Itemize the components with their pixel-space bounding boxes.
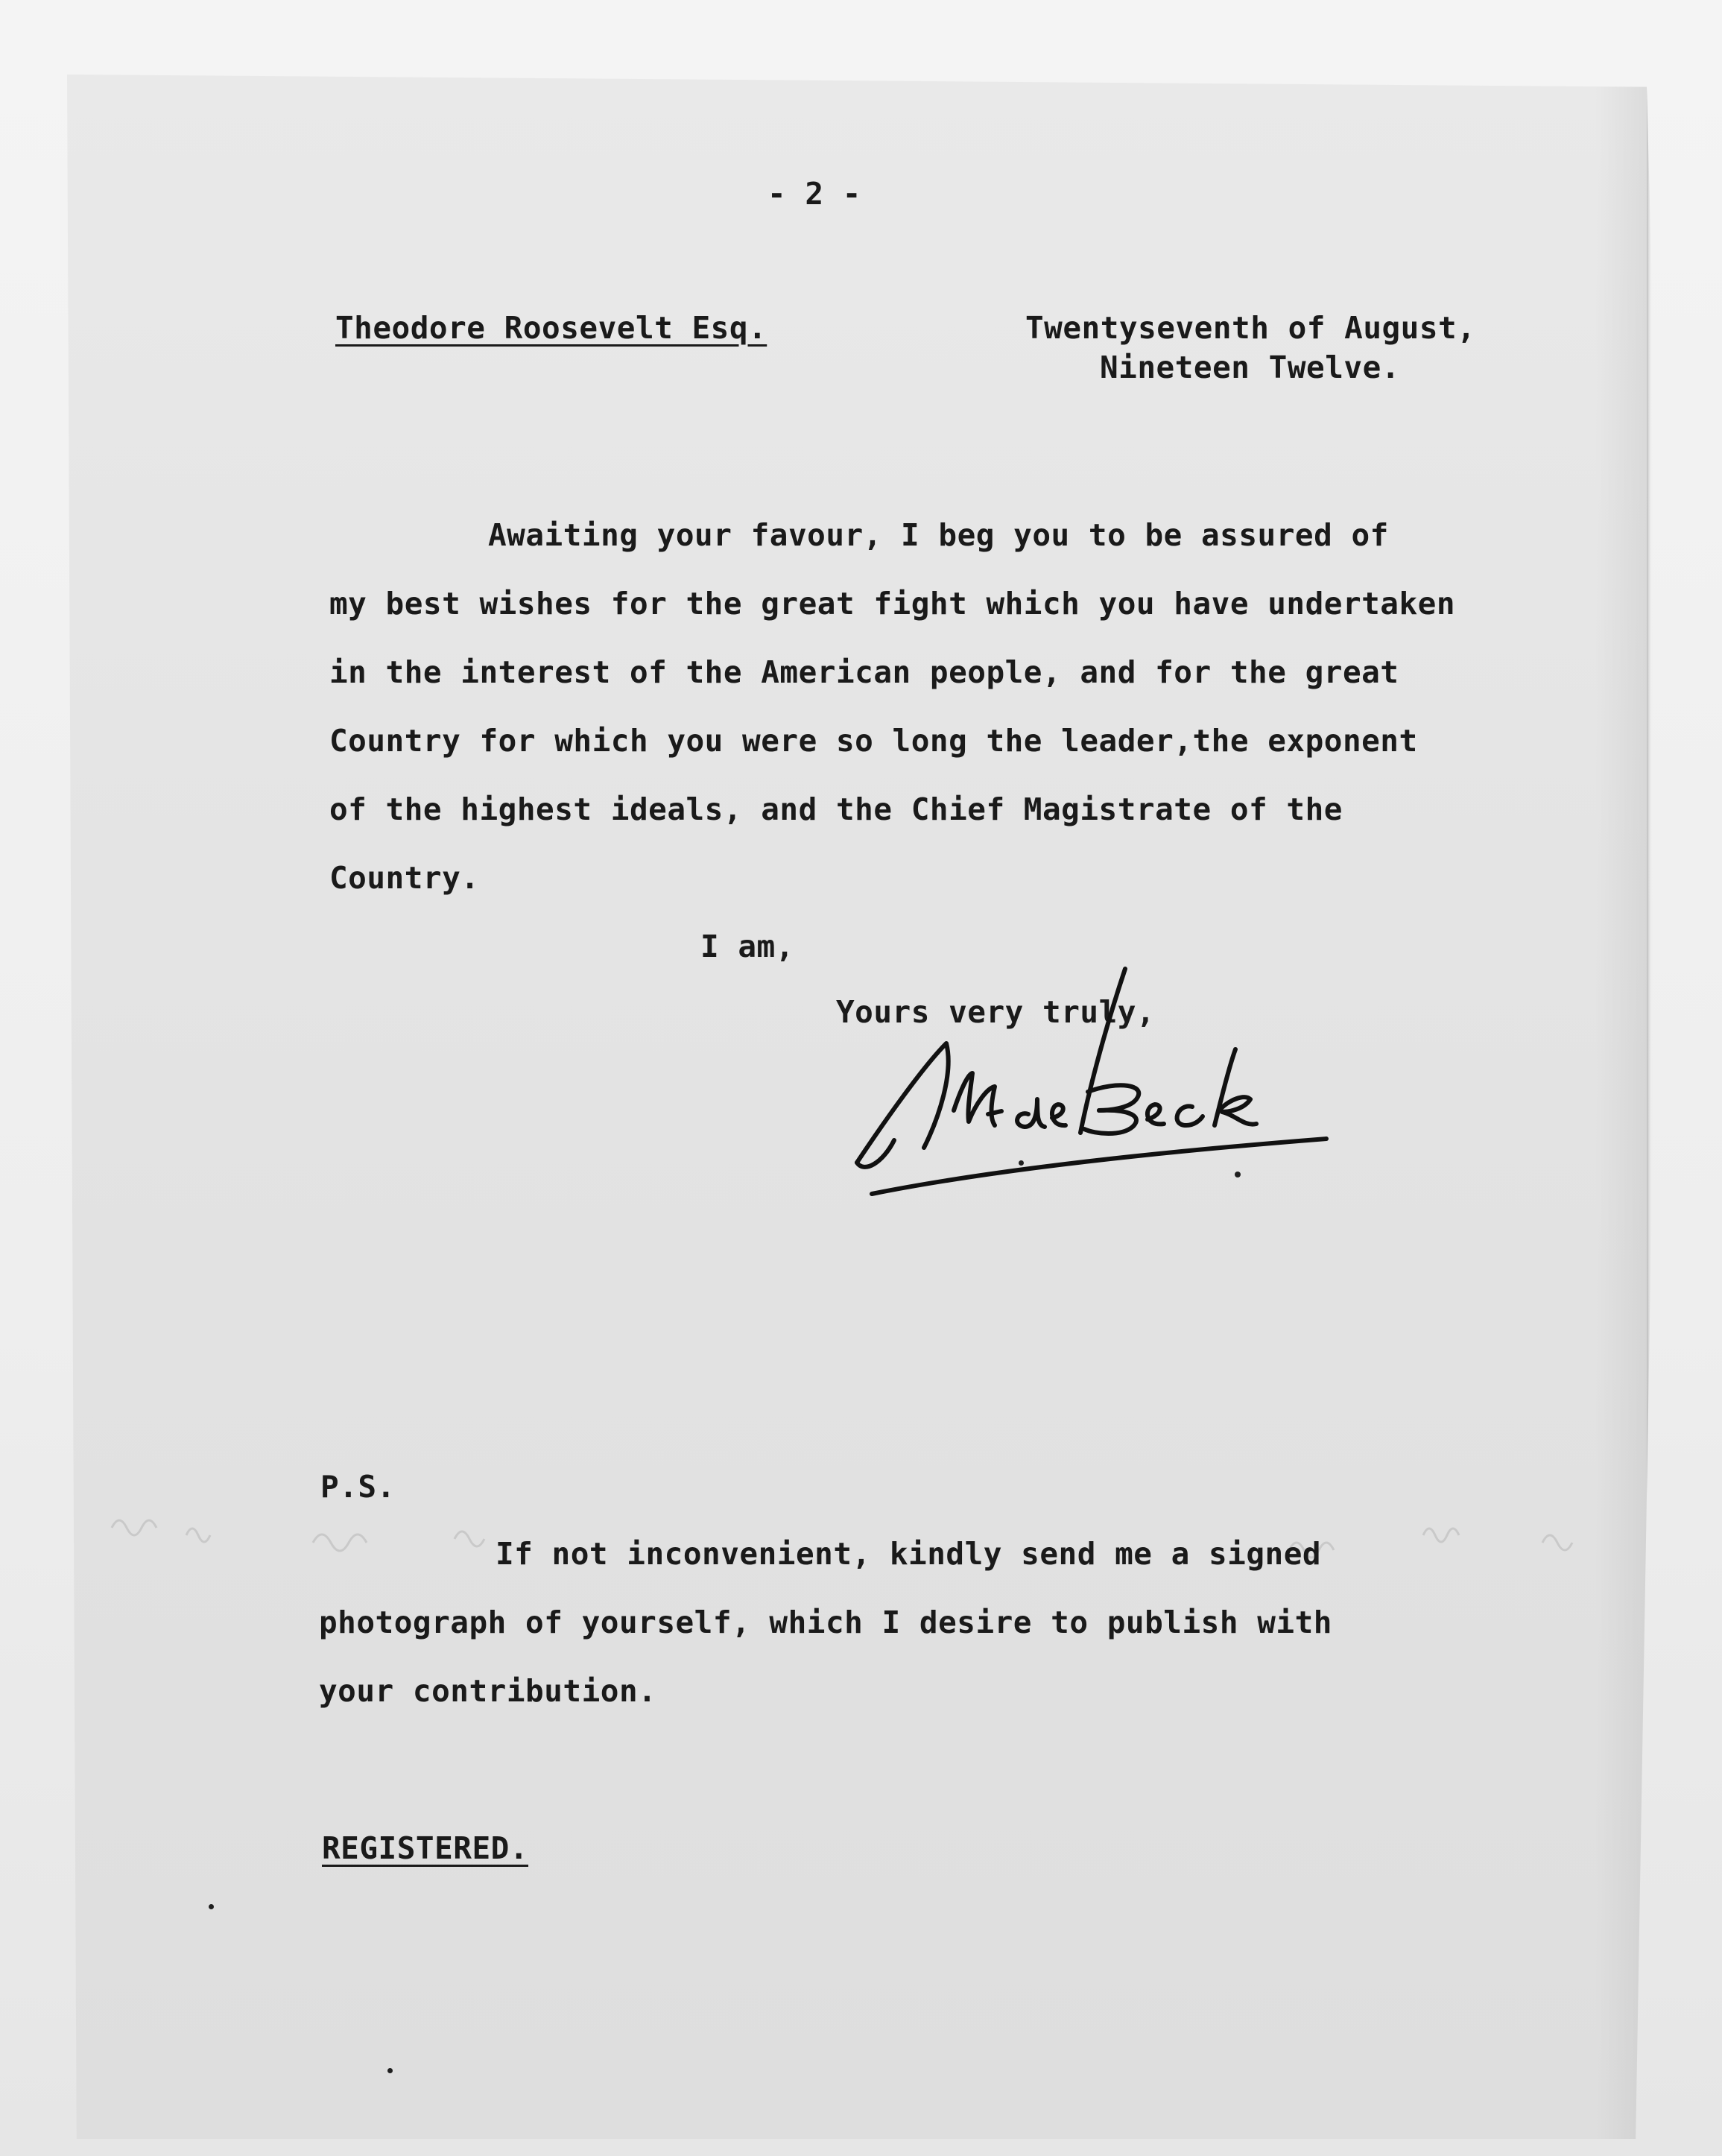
signature — [842, 961, 1364, 1215]
date-line-1: Twentyseventh of August, — [1025, 310, 1476, 346]
postscript-label: P.S. — [320, 1469, 396, 1505]
ink-speck — [387, 2068, 393, 2073]
closing-yours: Yours very truly, — [836, 994, 1156, 1030]
closing-i-am: I am, — [700, 929, 794, 964]
body-line: in the interest of the American people, and for the great — [329, 654, 1399, 690]
postscript-line: photograph of yourself, which I desire to publish with — [319, 1605, 1332, 1640]
body-line: Country for which you were so long the leader,the exponent — [329, 723, 1418, 759]
body-line: Awaiting your favour, I beg you to be assured of — [488, 517, 1389, 553]
postscript-line: If not inconvenient, kindly send me a signed — [496, 1536, 1322, 1572]
postscript-line: your contribution. — [319, 1673, 657, 1709]
bleed-through-marks — [67, 1483, 1647, 1587]
page-number: - 2 - — [767, 176, 861, 212]
body-line: of the highest ideals, and the Chief Magistrate of the — [329, 791, 1343, 827]
ink-speck — [209, 1904, 214, 1909]
paper-edge-shadow — [1595, 75, 1647, 2139]
addressee: Theodore Roosevelt Esq. — [335, 310, 767, 346]
body-line: Country. — [329, 860, 480, 896]
date-line-2: Nineteen Twelve. — [1100, 350, 1400, 385]
ink-speck — [1019, 1160, 1024, 1166]
registered-mark: REGISTERED. — [322, 1830, 529, 1866]
ink-speck — [1235, 1172, 1241, 1177]
body-line: my best wishes for the great fight which you have undertaken — [329, 586, 1456, 622]
